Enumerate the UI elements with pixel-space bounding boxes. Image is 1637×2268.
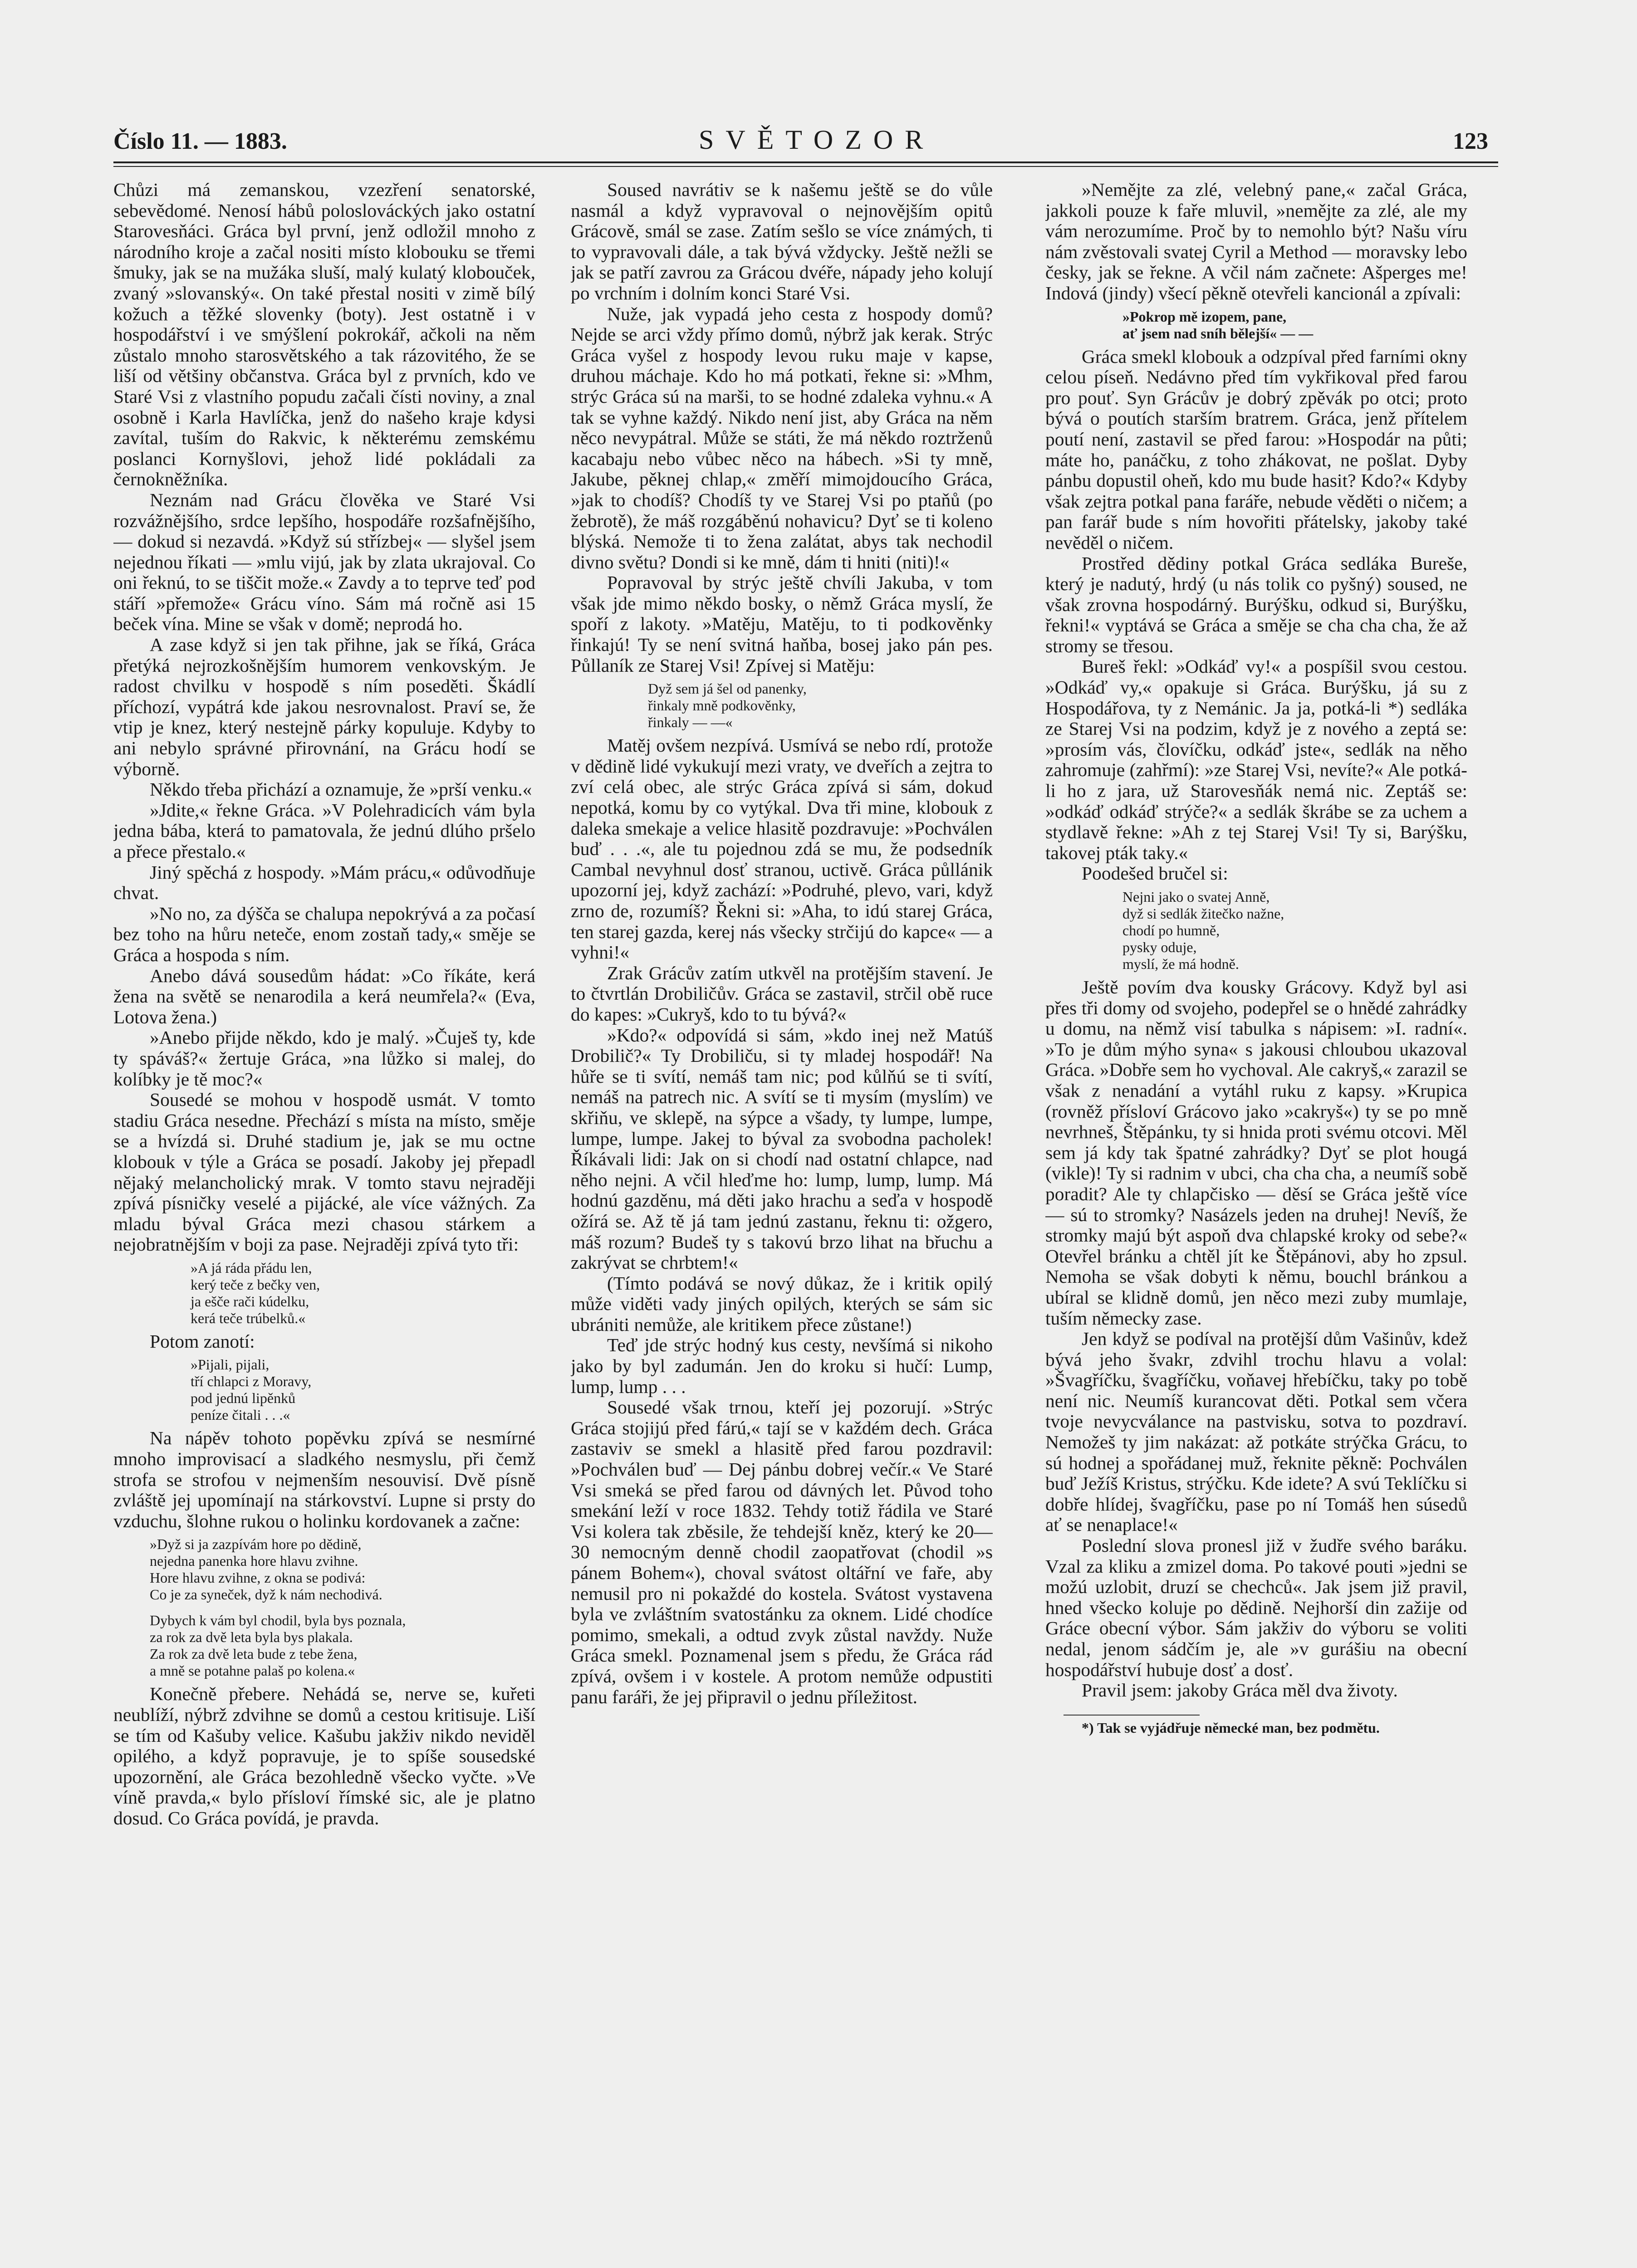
paragraph: Poodešed bručel si: [1082, 863, 1228, 884]
paragraph: Ještě povím dva kousky Grácovy. Když byl asi přes tři domy od svojeho, podepřel se o hnědé zahrádky u domu, na němž visí tabulka s nápisem: »I. radní«. »To je dům mýho syna« s jakousi chloubou ukazoval Gráca. »Dobře sem ho vychoval. Ale cakryš,« zarazil se však z nenadání a vytáhl ruku z kapsy. »Krupica (rovněž přísloví Grácovo jako »cakryš«) ty se po mně nevrhneš, Štěpánku, ty si hnida proti svému otcovi. Měl sem já kdy tak špatné zahrádky? Dyť se plot hougá (vikle)! Ty si radnim v ubci, cha cha cha, a neumíš sobě poradit? Ale ty chlapčisko — děsí se Gráca ještě více — sú to stromky? Nasázels jeden na druhej! Nevíš, že stromky majú být aspoň dva chlapské kroky od sebe?« Otevřel bránku a chtěl jít ke Štěpánovi, aby ho zpsul. Nemoha se však dobyti k němu, bouchl bránkou a ubíral se klidně domů, jen něco mezi zuby mumlaje, tuším německy zase. [1045, 977, 1467, 1329]
verse-line: Dybych k vám byl chodil, byla bys poznala, [150, 1612, 406, 1629]
paragraph: Bureš řekl: »Odkáď vy!« a pospíšil svou cestou. »Odkáď vy,« opakuje si Gráca. Burýšku, já su z Hospodářova, ty z Nemánic. Ja ja, potká-li *) sedláka ze Starej Vsi na podzim, když je z nového a zeptá se: »prosím vás, človíčku, odkáď jste«, sedlák na něho zahromuje (zahřmí): »ze Starej Vsi, nevíte?« Ale potká-li ho z jara, už Starovesňák nemá nic. Zeptáš se: »odkáď odkáď strýče?« a sedlák škrábe se za uchem a stydlavě řekne: »Ah z tej Starej Vsi! Ty si, Barýšku, takovej pták taky.« [1045, 656, 1467, 863]
song-verse [1122, 308, 1467, 342]
verse-line: Co je za syneček, dyž k nám nechodivá. [150, 1586, 382, 1603]
paragraph: »Anebo přijde někdo, kdo je malý. »Čuješ ty, kde ty spáváš?« žertuje Gráca, »na lůžko si malej, do kolíbky je tě moc?« [113, 1027, 535, 1090]
paragraph: Poslední slova pronesl již v žudře svého baráku. Vzal za kliku a zmizel doma. Po takové pouti »jedni se možú uzlobit, druzí se chechců«. Jak jsem již pravil, hned všecko koluje po dědině. Nejhorší din zažije od Gráce obecní výbor. Sám jakživ do výboru se voliti nedal, jenom sádčím je, ale »v gurášiu na obecní hospodářství hubuje dosť a dosť. [1045, 1535, 1467, 1680]
verse-line: tří chlapci z Moravy, [191, 1373, 312, 1390]
verse-line: pysky oduje, [1122, 939, 1197, 955]
song-verse [191, 1356, 535, 1423]
verse-line: peníze čitali . . .« [191, 1407, 290, 1423]
paragraph: Sousedé se mohou v hospodě usmát. V tomto stadiu Gráca nesedne. Přechází s místa na místo, směje se a hvízdá si. Druhé stadium je, jak se mu octne klobouk v týle a Gráca se posadí. Jakoby jej přepadl nějaký melancholický mrak. V tomto stavu nejraději zpívá písničky veselé a pijácké, ale více vážných. Za mladu býval Gráca mezi chasou stárkem a nejobratnějším v boji za pase. Nejraději zpívá tyto tři: [113, 1089, 535, 1255]
header-rule [113, 161, 1498, 167]
song-verse [648, 680, 993, 731]
paragraph: Teď jde strýc hodný kus cesty, nevšímá si nikoho jako by byl zadumán. Jen do kroku si hučí: Lump, lump, lump . . . [571, 1334, 993, 1397]
verse-line: ja ešče rači kúdelku, [191, 1293, 309, 1310]
column-2 [571, 180, 993, 2230]
verse-line: za rok za dvě leta byla bys plakala. [150, 1629, 353, 1646]
column-1 [113, 180, 535, 2230]
paragraph: Chůzi má zemanskou, vzezření senatorské, sebevědomé. Nenosí hábů poloslováckých jako ostatní Starovesňáci. Gráca byl první, jenž odložil mnoho z národního kroje a začal nositi místo klobouku se třemi šmuky, jak se na mužáka sluší, malý kulatý klobouček, zvaný »slovanský«. On také přestal nositi v zimě bílý kožuch a těžké slovenky (boty). Jest ostatně i v hospodářství i ve smýšlení pokrokář, ačkoli na něm zůstalo mnoho starosvětského a tak rázovitého, že se liší od většiny občanstva. Gráca byl z prvních, kdo ve Staré Vsi z vlastního popudu začali čísti noviny, a znal osobně i Karla Havlíčka, jenž do našeho kraje kdysi zavítal, tuším do Rakvic, k některému zemskému poslanci Kornyšlovi, jehož lidé pokládali za černokněžníka. [113, 180, 535, 490]
paragraph: »Jdite,« řekne Gráca. »V Polehradicích vám byla jedna bába, která to pamatovala, že jednú dlúho pršelo a přece přestalo.« [113, 799, 535, 862]
verse-line: »Dyž si ja zazpívám hore po dědině, [150, 1536, 362, 1553]
paragraph: Zrak Grácův zatím utkvěl na protějším stavení. Je to čtvrtlán Drobiličův. Gráca se zastavil, strčil obě ruce do kapes: »Cukryš, kdo to tu bývá?« [571, 962, 993, 1025]
paragraph: Nuže, jak vypadá jeho cesta z hospody domů? Nejde se arci vždy přímo domů, nýbrž jak kerak. Strýc Gráca vyšel z hospody levou ruku maje v kapse, druhou máchaje. Kdo ho má potkati, řekne si: »Mhm, strýc Gráca sú na marši, to se hodné zdaleka vyhnu.« A tak se vyhne každý. Nikdo není jist, aby Gráca na něm něco nevypátral. Může se státi, že má někdo roztrženů kacabaju nebo vůbec něco na hábech. »Si ty mně, Jakube, pěknej chlap,« změří mimojdoucího Gráca, »jak to chodíš? Chodíš ty ve Starej Vsi po ptaňů (po žebrotě), že máš rozgáběnú nohavicu? Dyť se ti koleno blýská. Nemože ti to žena zalátat, abys tak nechodil divno světu? Dondi si ke mně, dám ti hniti (niti)!« [571, 303, 993, 572]
footnote: *) Tak se vyjádřuje německé man, bez podmětu. [1082, 1719, 1380, 1736]
verse-line: myslí, že má hodně. [1122, 956, 1239, 972]
page-number: 123 [1453, 128, 1488, 154]
verse-line: řinkaly — —« [648, 714, 733, 731]
footnote-rule [1064, 1715, 1200, 1716]
verse-line: dyž si sedlák žitečko nažne, [1122, 905, 1284, 922]
verse-line: kerá teče trúbelků.« [191, 1310, 306, 1326]
paragraph: Konečně přebere. Nehádá se, nerve se, kuřeti neublíží, nýbrž zdvihne se domů a cestou kritisuje. Liší se tím od Kašuby velice. Kašubu jakživ nikdo neviděl opilého, a když popravuje, je to spíše sousedské upozornění, ale Gráca bezohledně všecko vyčte. »Ve víně pravda,« bylo přísloví římské sic, ale je platno dosud. Co Gráca povídá, je pravda. [113, 1683, 535, 1828]
paragraph: Jen když se podíval na protější dům Vašinův, kdež bývá jeho švakr, zdvihl trochu hlavu a volal: »Švagříčku, švagříčku, voňavej hřebíčku, taky po tobě není nic. Neumíš kurancovat děti. Potkal sem včera tvoje nevycválance na pastvisku, sotva to pozdraví. Nemožeš ty jim nakázat: až potkáte strýčka Grácu, to sú hodnej a spořádanej muž, řeknite pěkně: Pochválen buď Ježíš Kristus, strýčku. Kde idete? A svú Teklíčku si dobře hlídej, švagříčku, pase po ní Tomáš hen súsedů ať se nenaplace!« [1045, 1328, 1467, 1535]
verse-line: Nejni jako o svatej Anně, [1122, 889, 1270, 905]
verse-line: »Pokrop mě izopem, pane, [1122, 308, 1287, 325]
paragraph: Gráca smekl klobouk a odzpíval před farními okny celou píseň. Nedávno před tím vykřikoval před farou pro pouť. Syn Grácův je dobrý zpěvák po otci; proto bývá o poutích starším bratrem. Gráca, jenž přítelem poutí není, zastavil se před farou: »Hospodár na půti; máte ho, panáčku, z toho zhákovat, ne pošlat. Dyby pánbu dopustil oheň, kdo mu bude hasit? Kdo?« Kdyby však zejtra potkal pana faráře, nebude věděti o ničem; a pan farář bude s ním hovořiti přátelsky, jakoby také nevěděl o ničem. [1045, 346, 1467, 553]
paragraph: Někdo třeba přichází a oznamuje, že »prší venku.« [150, 779, 532, 800]
issue-number: Číslo 11. — 1883. [113, 128, 287, 154]
paragraph: Popravoval by strýc ještě chvíli Jakuba, v tom však jde mimo někdo bosky, o němž Gráca myslí, že spoří z lakoty. »Matěju, Matěju, to ti podkověnky řinkajú! Ty se není svitná haňba, bosej jako pán pes. Půllaník ze Starej Vsi! Zpívej si Matěju: [571, 572, 993, 676]
verse-line: pod jednú lipěnků [191, 1390, 296, 1407]
verse-line: kerý teče z bečky ven, [191, 1276, 320, 1293]
verse-line: »Pijali, pijali, [191, 1356, 270, 1373]
paragraph: »No no, za dýšča se chalupa nepokrývá a za počasí bez toho na hůru neteče, enom zostaň tady,« směje se Gráca a hospoda s ním. [113, 903, 535, 965]
paragraph: Anebo dává sousedům hádat: »Co říkáte, kerá žena na světě se nenarodila a kerá neumřela?« (Eva, Lotova žena.) [113, 965, 535, 1027]
paragraph: Jiný spěchá z hospody. »Mám prácu,« odůvodňuje chvat. [113, 861, 535, 904]
paragraph: Potom zanotí: [150, 1330, 255, 1352]
verse-line: a mně se potahne palaš po kolena.« [150, 1662, 355, 1679]
page-header [113, 119, 1497, 164]
verse-line: Za rok za dvě leta bude z tebe žena, [150, 1646, 358, 1662]
paragraph: Neznám nad Grácu člověka ve Staré Vsi rozvážnějšího, srdce lepšího, hospodáře rozšafnějšího, — dokud si nezavdá. »Když sú střízbej« — slyšel jsem nejednou říkati — »mlu vijú, jak by zlata ukrajoval. Co oni řeknú, to se tiščit može.« Zavdy a to teprve teď pod stáří »přemože« Grácu víno. Sám má ročně asi 15 beček vína. Mine se však v domě; neprodá ho. [113, 489, 535, 635]
paragraph: Matěj ovšem nezpívá. Usmívá se nebo rdí, protože v dědině lidé vykukují mezi vraty, ve dveřích a zejtra to zví celá obec, ale strýc Gráca zpívá si sám, dokud nepotká, komu by co vytýkal. Dva tři mine, klobouk z daleka smekaje a velice hlasitě pozdravuje: »Pochválen buď . . .«, ale tu pojednou zdá se mu, že podsedník Cambal nevyhnul dosť stranou, uctivě. Gráca půllánik upozorní jej, když zachází: »Podruhé, plevo, vari, když zrno de, rozumíš? Řekni si: »Aha, to idú starej Gráca, ten starej gazda, kerej nás všecky strčijú do kapce« — a vyhni!« [571, 735, 993, 963]
paragraph: Pravil jsem: jakoby Gráca měl dva životy. [1082, 1680, 1398, 1701]
paragraph: »Nemějte za zlé, velebný pane,« začal Gráca, jakkoli pouze k faře mluvil, »nemějte za zlé, ale my vám nerozumíme. Proč by to nemohlo být? Našu víru nám zvěstovali svatej Cyril a Method — moravsky lebo česky, jak se řekne. A včil nám začnete: Ašperges me! Indová (jindy) všecí pěkně otevřeli kancionál a zpívali: [1045, 180, 1467, 303]
paragraph: (Tímto podává se nový důkaz, že i kritik opilý může viděti vady jiných opilých, kterých se sám sic ubrániti nemůže, ale kritikem přece zůstane!) [571, 1272, 993, 1335]
verse-line: ať jsem nad sníh bělejší« — — [1122, 325, 1314, 342]
paragraph: A zase když si jen tak přihne, jak se říká, Gráca přetýká nejrozkošnějším humorem venkovským. Je radost chvilku v hospodě s ním poseděti. Škádlí příchozí, vypátrá kde jakou nesrovnalost. Praví se, že vtip je knez, který nestejně párky kopuluje. Kdyby to ani nebylo správné přirovnání, na Grácu hodí se výborně. [113, 634, 535, 779]
column-3 [1045, 180, 1467, 2230]
verse-line: »A já ráda přádu len, [191, 1259, 312, 1276]
verse-line: Dyž sem já šel od panenky, [648, 680, 807, 697]
magazine-title: SVĚTOZOR [699, 125, 935, 155]
verse-line: chodí po humně, [1122, 922, 1220, 938]
paragraph: Na nápěv tohoto popěvku zpívá se nesmírné mnoho improvisací a sladkého nesmyslu, při čemž strofa se strofou v nejmenším nesouvisí. Dvě písně zvláště jej upomínají na stárkovství. Lupne si prsty do vzduchu, šlohne rukou o holinku kordovanek a začne: [113, 1427, 535, 1531]
paragraph: »Kdo?« odpovídá si sám, »kdo inej než Matúš Drobilič?« Ty Drobiliču, si ty mladej hospodář! Na hůře se ti svítí, nemáš tam nic; pod kůlňú se ti svítí, nemáš na patrech nic. A svítí se ti mysím (myslím) ve skřiňu, ve sklepě, na sýpce a všady, ty lumpe, lumpe, lumpe, lumpe. Jakej to býval za svobodna pacholek! Říkávali lidi: Jak on si chodí nad ostatní chlapce, nad něho nejni. A včil hleďme ho: lump, lump, lump. Má hodnú gazděnu, má děti jako hrachu a seďa v hospodě ožírá se. Až tě já tam jednú zastanu, řeknu ti: ožgero, máš rozum? Budeš ty s takovú brzo lihat na břuchu a zakrývat se chrbtem!« [571, 1024, 993, 1273]
paragraph: Prostřed dědiny potkal Gráca sedláka Bureše, který je nadutý, hrdý (u nás tolik co pyšný) soused, ne však zrovna hospodárný. Burýšku, odkud si, Burýšku, řekni!« vyptává se Gráca a směje se cha cha cha, že až stromy se třesou. [1045, 552, 1467, 656]
verse-line: nejedna panenka hore hlavu zvihne. [150, 1553, 358, 1569]
verse-line: řinkaly mně podkověnky, [648, 697, 796, 714]
song-verse [150, 1536, 535, 1679]
paragraph: Sousedé však trnou, kteří jej pozorují. »Strýc Gráca stojijú před fárú,« tají se v každém dech. Gráca zastaviv se smekl a hlasitě před farou pozdravil: »Pochválen buď — Dej pánbu dobrej večír.« Ve Staré Vsi smeká se před farou od dávných let. Původ toho smekání leží v roce 1832. Tehdy totiž řádila ve Staré Vsi kolera tak zběsile, že tehdejší kněz, který ke 20—30 nemocným denně chodil zaopatřovat (chodil »s pánem Bohem«), choval svátost oltářní ve faře, aby nemusil pro ni pokaždé do kostela. Svátost vystavena byla ve zvláštním svatostánku za oknem. Lidé chodíce pomimo, smekali, a odtud zvyk zůstal navždy. Nuže Gráca smekl. Poznamenal jsem s předu, že Gráca rád zpívá, ovšem i v kostele. A protom nemůže odpustiti panu faráři, že jej připravil o jednu příležitost. [571, 1397, 993, 1707]
verse-line: Hore hlavu zvihne, z okna se podivá: [150, 1569, 366, 1586]
song-verse [191, 1260, 535, 1327]
song-verse [1122, 889, 1467, 973]
paragraph: Soused navrátiv se k našemu ještě se do vůle nasmál a když vypravoval o nejnovějším opitů Grácově, smál se zase. Zatím sešlo se více známých, ti to vypravovali dále, a tak bývá vždycky. Ještě nežli se jak se patří zavrou za Grácou dvéře, nápady jeho kolují po vrchním i dolním konci Staré Vsi. [571, 180, 993, 303]
